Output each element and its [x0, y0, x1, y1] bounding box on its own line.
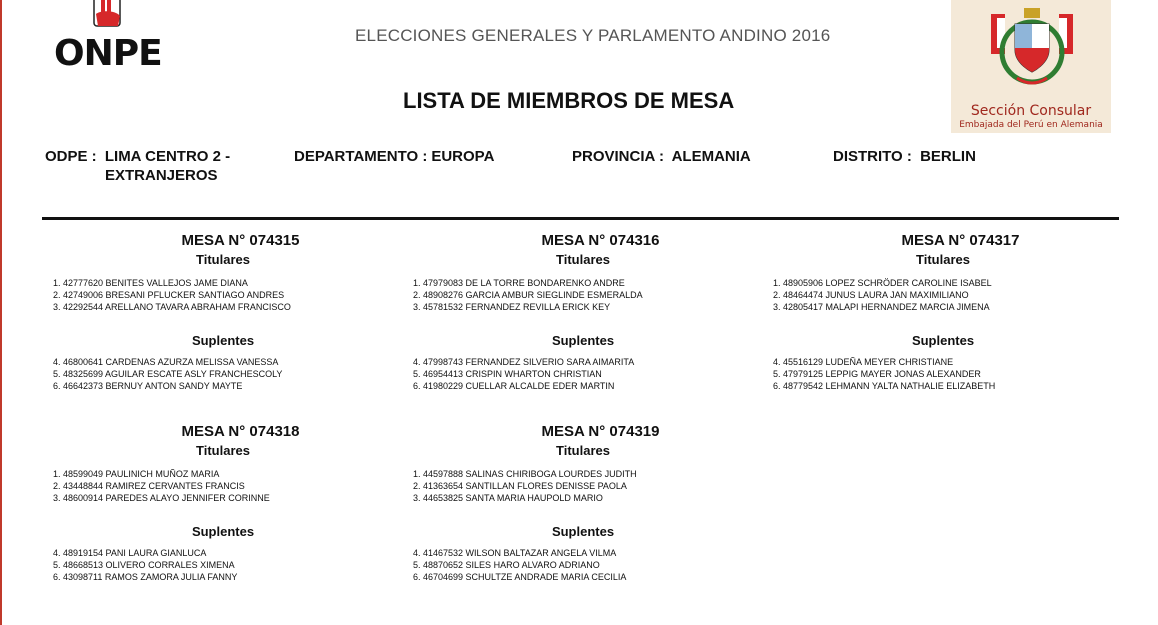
titulares-list	[413, 468, 637, 504]
suplentes-list	[413, 547, 626, 583]
consular-section-logo	[951, 0, 1111, 133]
list-item: 2. 43448844 RAMIREZ CERVANTES FRANCIS	[53, 481, 245, 491]
suplentes-list	[53, 356, 282, 392]
suplentes-heading: Suplentes	[551, 333, 615, 348]
list-item: 5. 48325699 AGUILAR ESCATE ASLY FRANCHESCOLY	[53, 369, 283, 379]
list-item: 5. 46954413 CRISPIN WHARTON CHRISTIAN	[413, 369, 602, 379]
mesa-title: MESA N° 074318	[181, 423, 300, 440]
onpe-logo	[54, 0, 164, 78]
list-item: 6. 48779542 LEHMANN YALTA NATHALIE ELIZABETH	[773, 381, 996, 391]
titulares-list	[53, 468, 270, 504]
list-item: 3. 48600914 PAREDES ALAYO JENNIFER CORINNE	[53, 493, 270, 503]
suplentes-heading: Suplentes	[911, 333, 975, 348]
list-item: 4. 41467532 WILSON BALTAZAR ANGELA VILMA	[413, 548, 617, 558]
list-item: 3. 42805417 MALAPI HERNANDEZ MARCIA JIMENA	[773, 302, 990, 312]
distrito-label: DISTRITO :	[833, 148, 912, 165]
coat-of-arms-icon	[987, 4, 1077, 96]
list-item: 4. 47998743 FERNANDEZ SILVERIO SARA AIMARITA	[413, 357, 635, 367]
mesa-title: MESA N° 074319	[541, 423, 660, 440]
odpe-value: LIMA CENTRO 2 -	[104, 148, 231, 165]
suplentes-heading: Suplentes	[191, 524, 255, 539]
suplentes-list	[413, 356, 634, 392]
distrito-field	[833, 148, 976, 165]
election-title: ELECCIONES GENERALES Y PARLAMENTO ANDINO 2016	[355, 26, 831, 45]
consular-subtitle: Embajada del Perú en Alemania	[959, 120, 1103, 130]
list-item: 6. 46642373 BERNUY ANTON SANDY MAYTE	[53, 381, 243, 391]
page-left-border	[0, 0, 2, 625]
list-item: 1. 42777620 BENITES VALLEJOS JAME DIANA	[53, 278, 248, 288]
list-item: 6. 41980229 CUELLAR ALCALDE EDER MARTIN	[413, 381, 615, 391]
titulares-heading: Titulares	[556, 443, 610, 458]
list-item: 3. 42292544 ARELLANO TAVARA ABRAHAM FRANCISCO	[53, 302, 291, 312]
suplentes-heading: Suplentes	[551, 524, 615, 539]
list-item: 5. 48668513 OLIVERO CORRALES XIMENA	[53, 560, 235, 570]
list-item: 5. 47979125 LEPPIG MAYER JONAS ALEXANDER	[773, 369, 981, 379]
list-item: 4. 46800641 CARDENAS AZURZA MELISSA VANESSA	[53, 357, 279, 367]
list-item: 1. 48599049 PAULINICH MUÑOZ MARIA	[53, 469, 220, 479]
titulares-list	[413, 277, 643, 313]
provincia-label: PROVINCIA :	[572, 148, 664, 165]
titulares-heading: Titulares	[196, 252, 250, 267]
list-item: 1. 44597888 SALINAS CHIRIBOGA LOURDES JUDITH	[413, 469, 637, 479]
odpe-value-line2: EXTRANJEROS	[105, 167, 218, 184]
odpe-field	[45, 148, 230, 165]
list-item: 6. 43098711 RAMOS ZAMORA JULIA FANNY	[53, 572, 238, 582]
voting-hand-icon	[86, 0, 128, 32]
list-item: 3. 44653825 SANTA MARIA HAUPOLD MARIO	[413, 493, 603, 503]
list-item: 2. 48464474 JUNUS LAURA JAN MAXIMILIANO	[773, 290, 969, 300]
odpe-label: ODPE :	[45, 148, 97, 165]
list-item: 1. 47979083 DE LA TORRE BONDARENKO ANDRE	[413, 278, 625, 288]
list-item: 2. 41363654 SANTILLAN FLORES DENISSE PAOLA	[413, 481, 627, 491]
mesa-title: MESA N° 074315	[181, 232, 300, 249]
list-item: 4. 48919154 PANI LAURA GIANLUCA	[53, 548, 207, 558]
onpe-logo-text: ONPE	[54, 33, 162, 74]
mesa-title: MESA N° 074317	[901, 232, 1020, 249]
header-divider	[42, 217, 1119, 220]
list-item: 6. 46704699 SCHULTZE ANDRADE MARIA CECILIA	[413, 572, 627, 582]
list-item: 5. 48870652 SILES HARO ALVARO ADRIANO	[413, 560, 600, 570]
titulares-list	[53, 277, 291, 313]
departamento-value: EUROPA	[431, 148, 495, 165]
provincia-value: ALEMANIA	[671, 148, 751, 165]
list-item: 2. 42749006 BRESANI PFLUCKER SANTIAGO ANDRES	[53, 290, 285, 300]
list-item: 1. 48905906 LOPEZ SCHRÖDER CAROLINE ISABEL	[773, 278, 992, 288]
titulares-heading: Titulares	[196, 443, 250, 458]
suplentes-heading: Suplentes	[191, 333, 255, 348]
titulares-list	[773, 277, 992, 313]
suplentes-list	[773, 356, 995, 392]
list-item: 4. 45516129 LUDEÑA MEYER CHRISTIANE	[773, 357, 954, 367]
mesa-title: MESA N° 074316	[541, 232, 660, 249]
titulares-heading: Titulares	[556, 252, 610, 267]
provincia-field	[572, 148, 751, 165]
list-item: 2. 48908276 GARCIA AMBUR SIEGLINDE ESMERALDA	[413, 290, 643, 300]
departamento-field	[294, 148, 494, 165]
departamento-label: DEPARTAMENTO :	[294, 148, 428, 165]
titulares-heading: Titulares	[916, 252, 970, 267]
distrito-value: BERLIN	[920, 148, 976, 165]
consular-title: Sección Consular	[970, 103, 1092, 119]
suplentes-list	[53, 547, 237, 583]
document-title: LISTA DE MIEMBROS DE MESA	[403, 88, 735, 113]
list-item: 3. 45781532 FERNANDEZ REVILLA ERICK KEY	[413, 302, 611, 312]
